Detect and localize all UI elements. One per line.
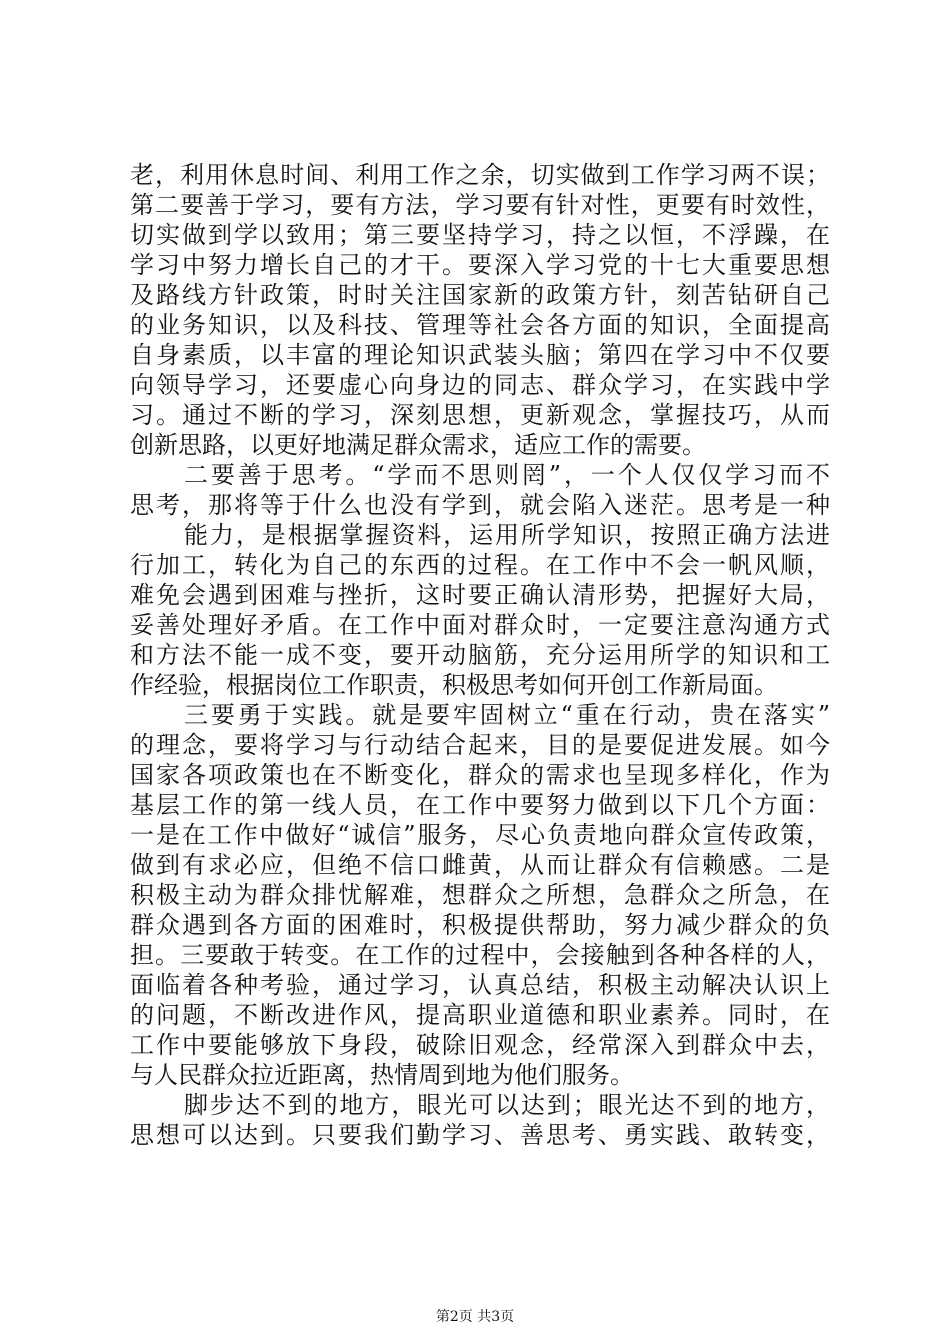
text-line: 能力，是根据掌握资料，运用所学知识，按照正确方法进 xyxy=(184,521,830,549)
body-text xyxy=(130,160,830,1150)
text-line: 基层工作的第一线人员，在工作中要努力做到以下几个方面： xyxy=(130,791,830,819)
text-line: 二要善于思考。“学而不思则罔”，一个人仅仅学习而不 xyxy=(184,461,830,489)
text-line: 作经验，根据岗位工作职责，积极思考如何开创工作新局面。 xyxy=(130,671,778,699)
text-line: 老，利用休息时间、利用工作之余，切实做到工作学习两不误； xyxy=(130,161,830,189)
text-line: 第二要善于学习，要有方法，学习要有针对性，更要有时效性， xyxy=(130,191,830,219)
text-line: 自身素质，以丰富的理论知识武装头脑；第四在学习中不仅要 xyxy=(130,341,830,369)
text-line: 的业务知识，以及科技、管理等社会各方面的知识，全面提高 xyxy=(130,311,830,339)
text-line: 切实做到学以致用；第三要坚持学习，持之以恒，不浮躁，在 xyxy=(130,221,830,249)
text-line: 担。三要敢于转变。在工作的过程中，会接触到各种各样的人， xyxy=(130,941,830,969)
text-line: 行加工，转化为自己的东西的过程。在工作中不会一帆风顺， xyxy=(130,551,830,579)
text-line: 国家各项政策也在不断变化，群众的需求也呈现多样化，作为 xyxy=(130,761,830,789)
text-line: 面临着各种考验，通过学习，认真总结，积极主动解决认识上 xyxy=(130,971,830,999)
text-line: 向领导学习，还要虚心向身边的同志、群众学习，在实践中学 xyxy=(130,371,830,399)
text-line: 妥善处理好矛盾。在工作中面对群众时，一定要注意沟通方式 xyxy=(130,611,830,639)
text-line: 难免会遇到困难与挫折，这时要正确认清形势，把握好大局， xyxy=(130,581,830,609)
text-line: 群众遇到各方面的困难时，积极提供帮助，努力减少群众的负 xyxy=(130,911,830,939)
text-line: 做到有求必应，但绝不信口雌黄，从而让群众有信赖感。二是 xyxy=(130,851,830,879)
page-footer: 第2页 共3页 xyxy=(435,1309,515,1325)
text-line: 思考，那将等于什么也没有学到，就会陷入迷茫。思考是一种 xyxy=(130,491,830,519)
text-line: 工作中要能够放下身段，破除旧观念，经常深入到群众中去， xyxy=(130,1031,830,1059)
text-line: 的问题，不断改进作风，提高职业道德和职业素养。同时，在 xyxy=(130,1001,830,1029)
text-line: 三要勇于实践。就是要牢固树立“重在行动，贵在落实” xyxy=(184,701,830,729)
text-line: 创新思路，以更好地满足群众需求，适应工作的需要。 xyxy=(130,431,706,459)
text-line: 习。通过不断的学习，深刻思想，更新观念，掌握技巧，从而 xyxy=(130,401,830,429)
text-line: 一是在工作中做好“诚信”服务，尽心负责地向群众宣传政策， xyxy=(130,821,830,849)
text-line: 与人民群众拉近距离，热情周到地为他们服务。 xyxy=(130,1061,634,1089)
text-line: 思想可以达到。只要我们勤学习、善思考、勇实践、敢转变， xyxy=(130,1121,830,1149)
text-line: 及路线方针政策，时时关注国家新的政策方针，刻苦钻研自己 xyxy=(130,281,830,309)
text-line: 和方法不能一成不变，要开动脑筋，充分运用所学的知识和工 xyxy=(130,641,830,669)
text-line: 的理念，要将学习与行动结合起来，目的是要促进发展。如今 xyxy=(130,731,830,759)
text-line: 脚步达不到的地方，眼光可以达到；眼光达不到的地方， xyxy=(184,1091,830,1119)
text-line: 学习中努力增长自己的才干。要深入学习党的十七大重要思想 xyxy=(130,251,830,279)
text-line: 积极主动为群众排忧解难，想群众之所想，急群众之所急，在 xyxy=(130,881,830,909)
